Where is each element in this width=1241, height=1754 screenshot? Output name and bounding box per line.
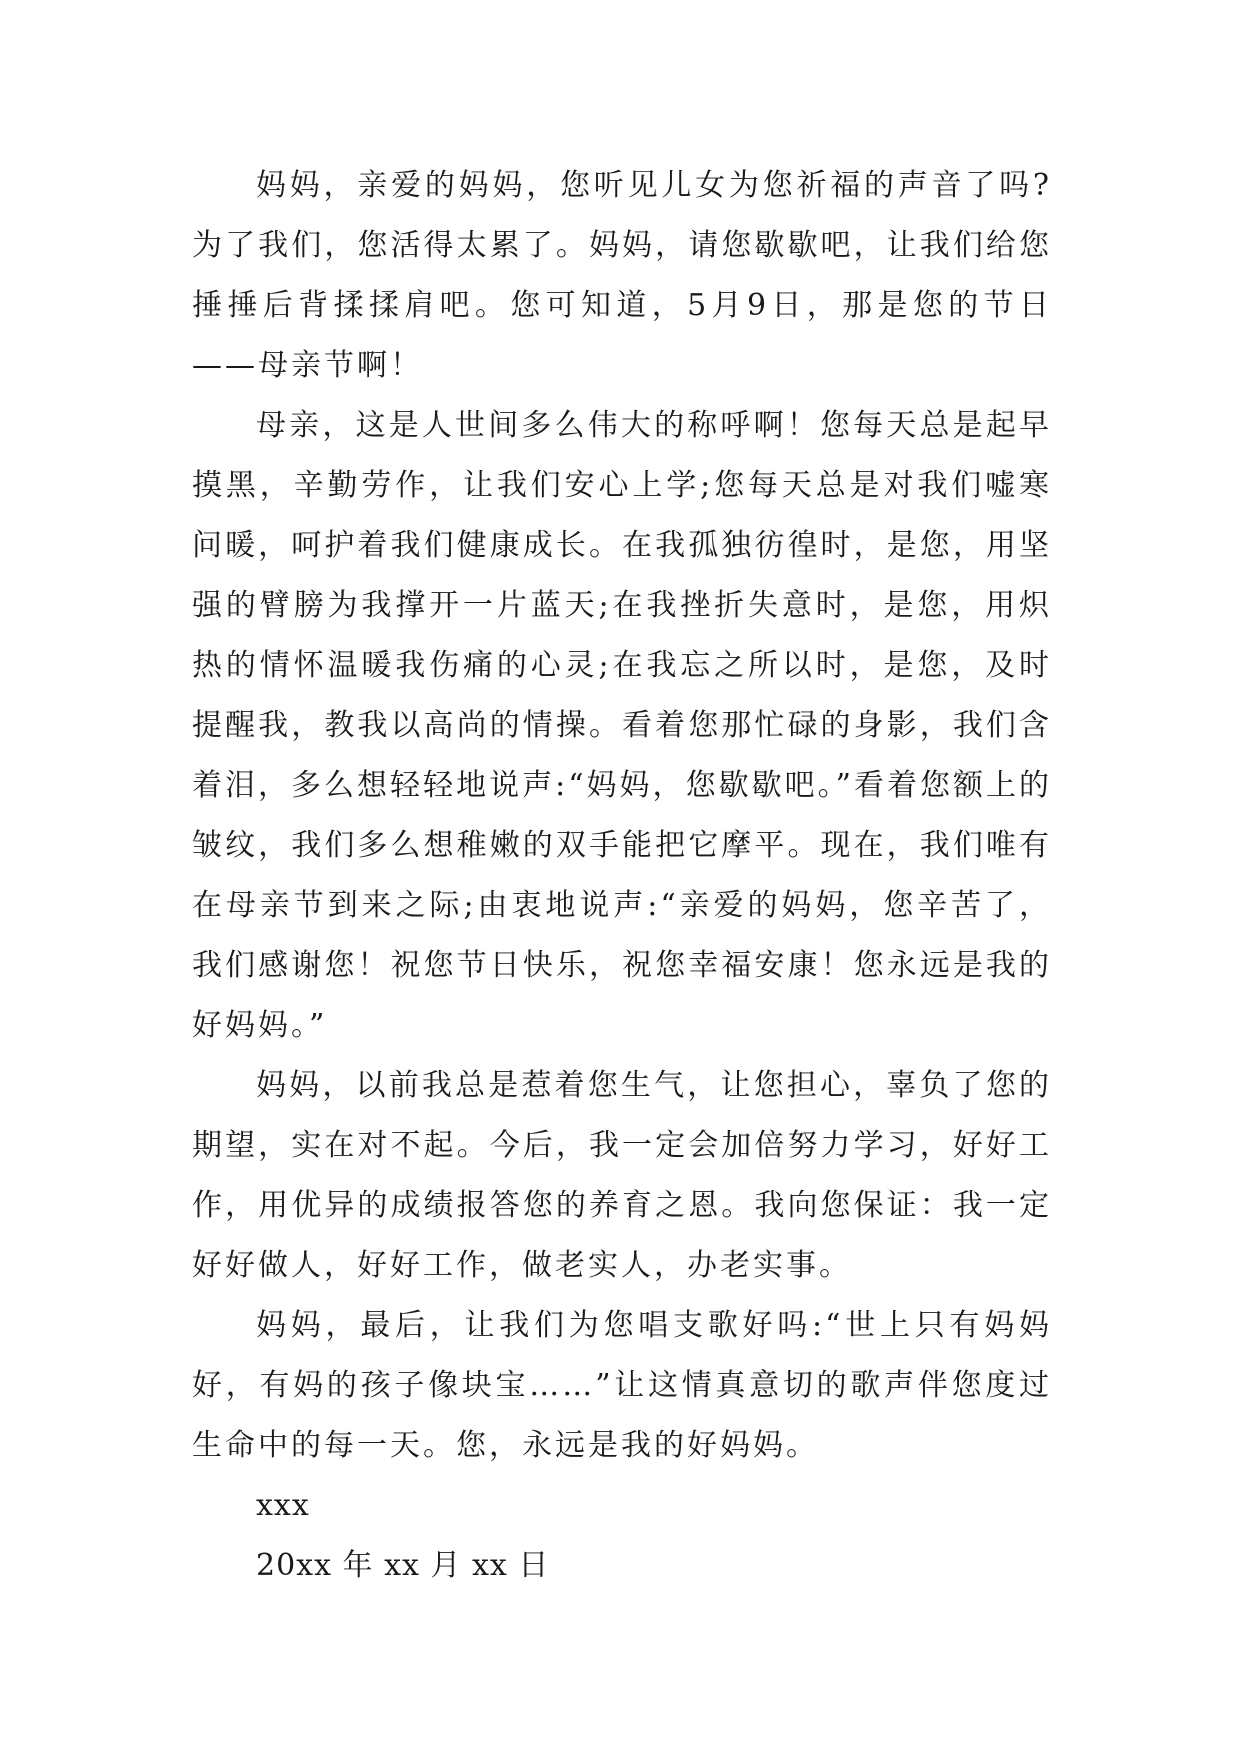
paragraph-3: 妈妈，以前我总是惹着您生气，让您担心，辜负了您的期望，实在对不起。今后，我一定会加倍努力学习，好好工作，用优异的成绩报答您的养育之恩。我向您保证：我一定好好做人，好好工作，做老实人，办老实事。	[192, 1068, 1052, 1283]
paragraph-4: 妈妈，最后，让我们为您唱支歌好吗:“世上只有妈妈好，有妈的孩子像块宝……”让这情真意切的歌声伴您度过生命中的每一天。您，永远是我的好妈妈。	[192, 1308, 1052, 1463]
signature: xxx	[256, 1488, 310, 1523]
paragraph-1: 妈妈，亲爱的妈妈，您听见儿女为您祈福的声音了吗?为了我们，您活得太累了。妈妈，请您歇歇吧，让我们给您捶捶后背揉揉肩吧。您可知道，5月9日，那是您的节日——母亲节啊！	[192, 168, 1052, 383]
letter-body	[192, 156, 1052, 1596]
paragraph-2: 母亲，这是人世间多么伟大的称呼啊！您每天总是起早摸黑，辛勤劳作，让我们安心上学;您每天总是对我们嘘寒问暖，呵护着我们健康成长。在我孤独彷徨时，是您，用坚强的臂膀为我撑开一片蓝天;在我挫折失意时，是您，用炽热的情怀温暖我伤痛的心灵;在我忘之所以时，是您，及时提醒我，教我以高尚的情操。看着您那忙碌的身影，我们含着泪，多么想轻轻地说声:“妈妈，您歇歇吧。”看着您额上的皱纹，我们多么想稚嫩的双手能把它摩平。现在，我们唯有在母亲节到来之际;由衷地说声:“亲爱的妈妈，您辛苦了，我们感谢您！祝您节日快乐，祝您幸福安康！您永远是我的好妈妈。”	[192, 408, 1052, 1043]
letter-date: 20xx 年 xx 月 xx 日	[256, 1548, 550, 1583]
